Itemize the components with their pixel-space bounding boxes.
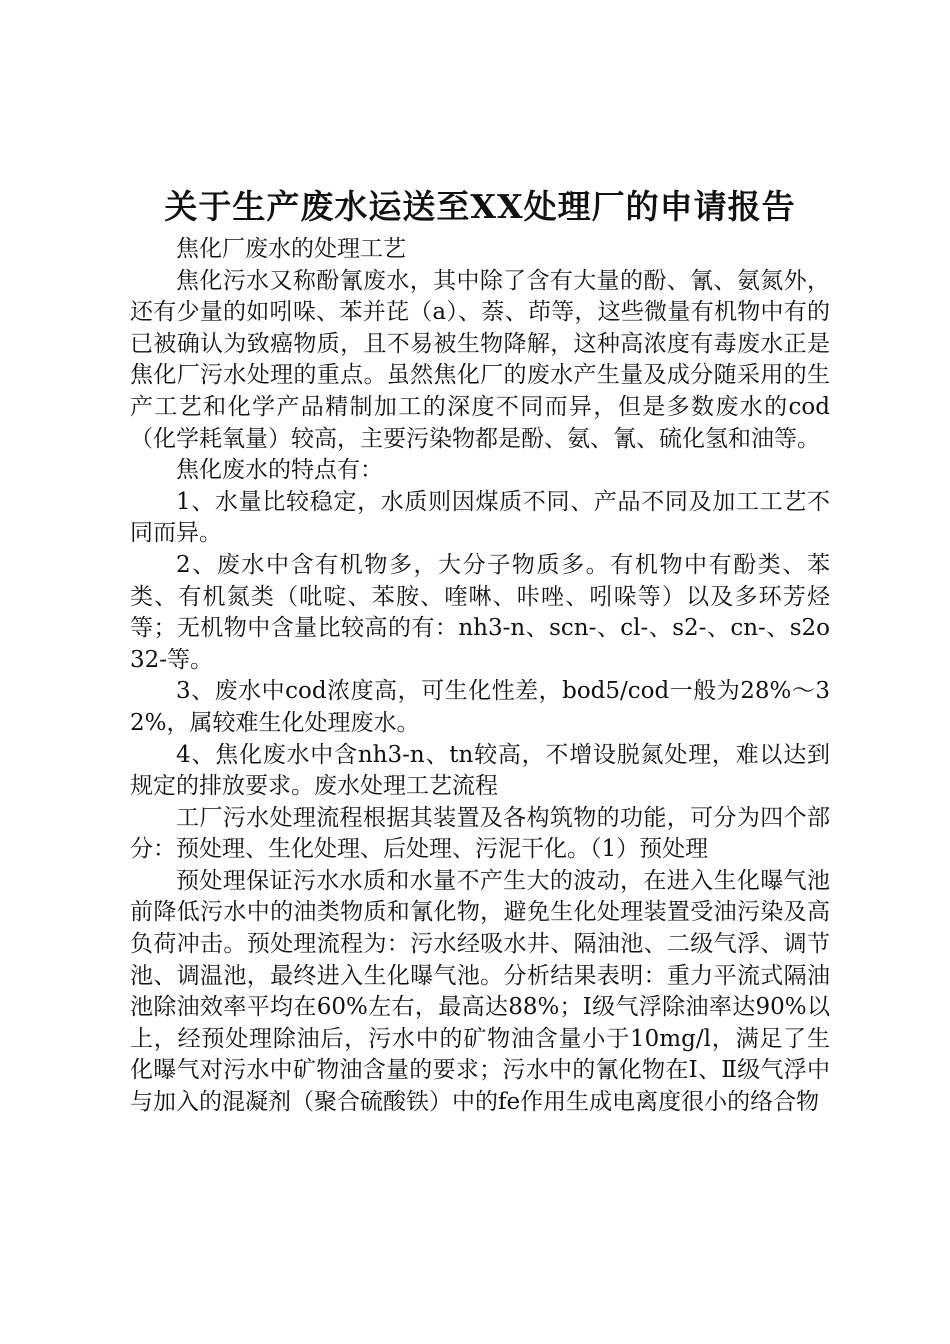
- paragraph-feature-2: 2、废水中含有机物多，大分子物质多。有机物中有酚类、苯类、有机氮类（吡啶、苯胺、喹啉、咔唑、吲哚等）以及多环芳烃等；无机物中含量比较高的有：nh3-n、scn-、cl-、s2-、cn-、s2o32-等。: [130, 551, 830, 673]
- document-title: 关于生产废水运送至XX处理厂的申请报告: [164, 187, 796, 226]
- paragraph-feature-4: 4、焦化废水中含nh3-n、tn较高，不增设脱氮处理，难以达到规定的排放要求。废水处理工艺流程: [130, 741, 830, 800]
- document-page: [130, 180, 830, 1119]
- paragraph-feature-3: 3、废水中cod浓度高，可生化性差，bod5/cod一般为28%～32%，属较难生化处理废水。: [130, 678, 830, 736]
- paragraph-intro: 焦化污水又称酚氰废水，其中除了含有大量的酚、氰、氨氮外，还有少量的如吲哚、苯并芘（a）、萘、茚等，这些微量有机物中有的已被确认为致癌物质，且不易被生物降解，这种高浓度有毒废水正是焦化厂污水处理的重点。虽然焦化厂的废水产生量及成分随采用的生产工艺和化学产品精制加工的深度不同而异，但是多数废水的cod（化学耗氧量）较高，主要污染物都是酚、氨、氰、硫化氢和油等。: [130, 267, 830, 452]
- paragraph-pretreatment: 预处理保证污水水质和水量不产生大的波动，在进入生化曝气池前降低污水中的油类物质和氰化物，避免生化处理装置受油污染及高负荷冲击。预处理流程为：污水经吸水井、隔油池、二级气浮、调节池、调温池，最终进入生化曝气池。分析结果表明：重力平流式隔油池除油效率平均在60%左右，最高达88%；Ⅰ级气浮除油率达90%以上，经预处理除油后，污水中的矿物油含量小于10mg/l，满足了生化曝气对污水中矿物油含量的要求；污水中的氰化物在Ⅰ、Ⅱ级气浮中与加入的混凝剂（聚合硫酸铁）中的fe作用生成电离度很小的络合物: [130, 867, 830, 1116]
- paragraph-process-overview: 工厂污水处理流程根据其装置及各构筑物的功能，可分为四个部分：预处理、生化处理、后处理、污泥干化。（1）预处理: [130, 804, 830, 863]
- paragraph-heading-process: 焦化厂废水的处理工艺: [176, 236, 406, 262]
- paragraph-features-heading: 焦化废水的特点有：: [176, 457, 383, 484]
- paragraph-feature-1: 1、水量比较稳定，水质则因煤质不同、产品不同及加工工艺不同而异。: [130, 488, 830, 547]
